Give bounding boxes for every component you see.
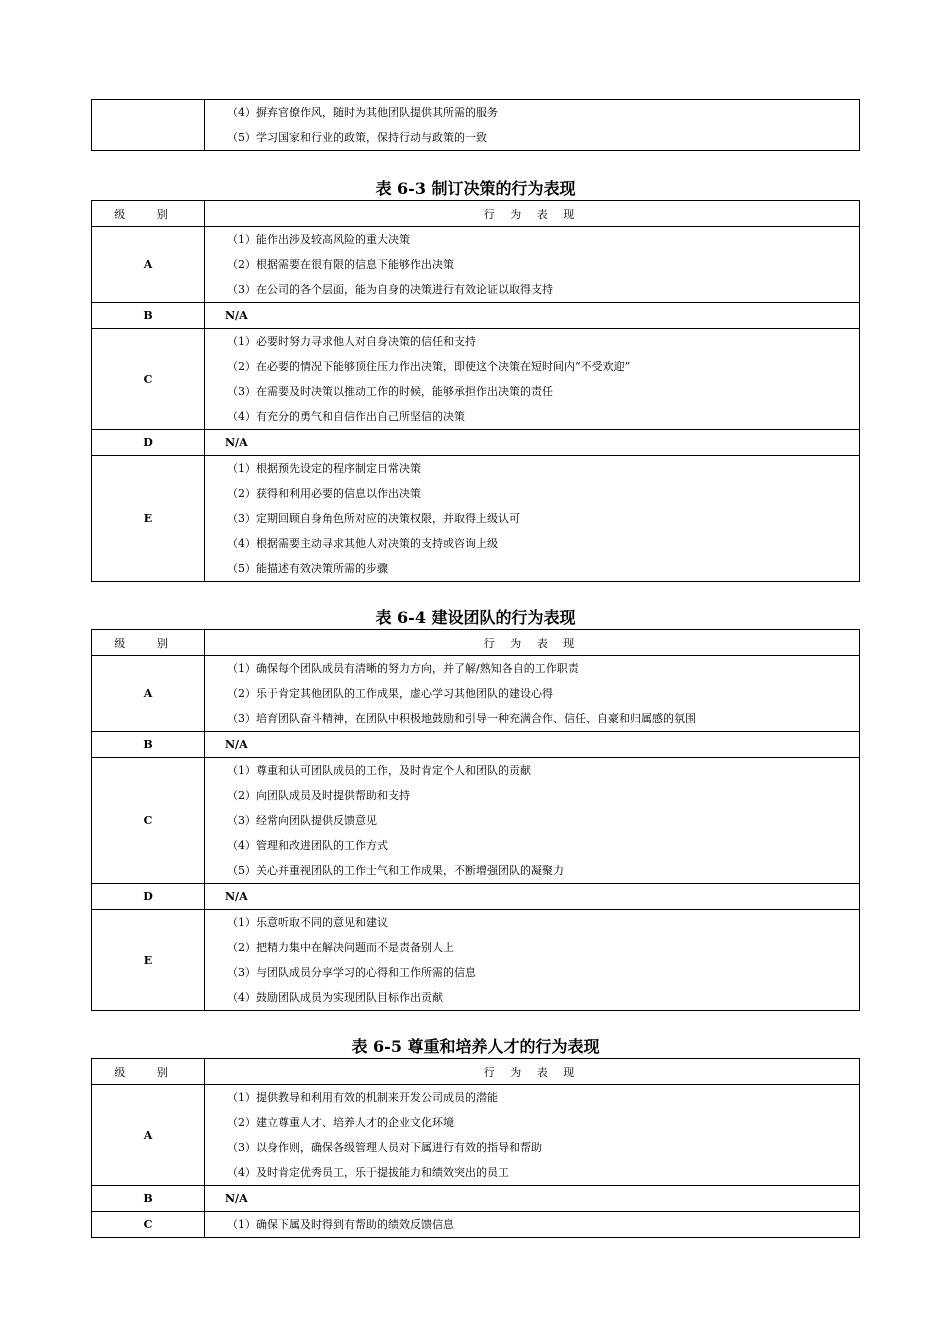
- behavior-item: （1）提供教导和利用有效的机制来开发公司成员的潜能: [227, 1091, 498, 1104]
- table-row: [92, 303, 860, 329]
- na-text: N/A: [225, 436, 248, 449]
- header-level: 级 别: [92, 201, 205, 227]
- table-row: [92, 884, 860, 910]
- level-cell: C: [92, 1212, 205, 1238]
- na-text: N/A: [225, 738, 248, 751]
- behavior-cell: [205, 1212, 860, 1238]
- behavior-item: （3）培育团队奋斗精神，在团队中积极地鼓励和引导一种充满合作、信任、自豪和归属感的氛围: [227, 712, 696, 725]
- header-level: 级 别: [92, 630, 205, 656]
- behavior-item: （4）有充分的勇气和自信作出自己所坚信的决策: [227, 410, 465, 423]
- behavior-item: （2）乐于肯定其他团队的工作成果，虚心学习其他团队的建设心得: [227, 687, 553, 700]
- level-cell: C: [92, 329, 205, 430]
- behavior-item: （1）根据预先设定的程序制定日常决策: [227, 462, 421, 475]
- level-cell: A: [92, 656, 205, 732]
- behavior-cell: [205, 329, 860, 430]
- behavior-item: （4）及时肯定优秀员工，乐于提拔能力和绩效突出的员工: [227, 1166, 509, 1179]
- table-row: [92, 1186, 860, 1212]
- level-cell: C: [92, 758, 205, 884]
- table-row: [92, 227, 860, 303]
- behavior-item: （2）把精力集中在解决问题而不是责备别人上: [227, 941, 454, 954]
- behavior-cell: [205, 732, 860, 758]
- table-caption: 表 6-4 建设团队的行为表现: [375, 608, 576, 627]
- behavior-item: （3）以身作则，确保各级管理人员对下属进行有效的指导和帮助: [227, 1141, 542, 1154]
- behavior-item: （3）在公司的各个层面，能为自身的决策进行有效论证以取得支持: [227, 283, 553, 296]
- behavior-item: （5）学习国家和行业的政策，保持行动与政策的一致: [227, 131, 487, 144]
- level-cell: D: [92, 430, 205, 456]
- behavior-item: （2）建立尊重人才、培养人才的企业文化环境: [227, 1116, 454, 1129]
- table-row: [92, 758, 860, 884]
- table-row: [92, 456, 860, 582]
- behavior-item: （4）根据需要主动寻求其他人对决策的支持或咨询上级: [227, 537, 498, 550]
- na-text: N/A: [225, 309, 248, 322]
- table-row: [92, 430, 860, 456]
- level-cell: B: [92, 303, 205, 329]
- level-cell-empty: [92, 100, 205, 151]
- level-cell: E: [92, 456, 205, 582]
- behavior-cell: [205, 430, 860, 456]
- behavior-cell: [205, 758, 860, 884]
- level-cell: A: [92, 1085, 205, 1186]
- behavior-item: （2）根据需要在很有限的信息下能够作出决策: [227, 258, 454, 271]
- header-row: [92, 1059, 860, 1085]
- behavior-item: （1）确保每个团队成员有清晰的努力方向，并了解/熟知各自的工作职责: [227, 662, 579, 675]
- behavior-item: （3）与团队成员分享学习的心得和工作所需的信息: [227, 966, 476, 979]
- behavior-cell: [205, 884, 860, 910]
- header-behavior: 行 为 表 现: [205, 630, 860, 656]
- talent-development-table: [91, 1058, 860, 1238]
- table-row: [92, 910, 860, 1011]
- table-row: [92, 1212, 860, 1238]
- behavior-cell: [205, 100, 860, 151]
- behavior-item: （1）必要时努力寻求他人对自身决策的信任和支持: [227, 335, 476, 348]
- na-text: N/A: [225, 1192, 248, 1205]
- behavior-cell: [205, 227, 860, 303]
- table-row: [92, 100, 860, 151]
- behavior-cell: [205, 303, 860, 329]
- behavior-cell: [205, 656, 860, 732]
- behavior-item: （4）摒弃官僚作风，随时为其他团队提供其所需的服务: [227, 106, 498, 119]
- behavior-item: （5）能描述有效决策所需的步骤: [227, 562, 388, 575]
- header-behavior: 行 为 表 现: [205, 201, 860, 227]
- header-behavior: 行 为 表 现: [205, 1059, 860, 1085]
- behavior-item: （1）尊重和认可团队成员的工作，及时肯定个人和团队的贡献: [227, 764, 531, 777]
- table-caption: 表 6-3 制订决策的行为表现: [375, 179, 576, 198]
- behavior-item: （2）向团队成员及时提供帮助和支持: [227, 789, 410, 802]
- level-cell: A: [92, 227, 205, 303]
- behavior-cell: [205, 1085, 860, 1186]
- table-caption: 表 6-5 尊重和培养人才的行为表现: [351, 1037, 600, 1056]
- behavior-cell: [205, 910, 860, 1011]
- table-row: [92, 656, 860, 732]
- table-row: [92, 732, 860, 758]
- behavior-cell: [205, 1186, 860, 1212]
- behavior-item: （3）经常向团队提供反馈意见: [227, 814, 377, 827]
- behavior-item: （4）鼓励团队成员为实现团队目标作出贡献: [227, 991, 443, 1004]
- behavior-item: （1）乐意听取不同的意见和建议: [227, 916, 388, 929]
- level-cell: B: [92, 1186, 205, 1212]
- header-row: [92, 201, 860, 227]
- header-level: 级 别: [92, 1059, 205, 1085]
- na-text: N/A: [225, 890, 248, 903]
- table-row: [92, 329, 860, 430]
- level-cell: D: [92, 884, 205, 910]
- behavior-item: （3）定期回顾自身角色所对应的决策权限，并取得上级认可: [227, 512, 520, 525]
- continuation-table: [91, 99, 860, 151]
- header-row: [92, 630, 860, 656]
- level-cell: B: [92, 732, 205, 758]
- table-row: [92, 1085, 860, 1186]
- behavior-cell: [205, 456, 860, 582]
- team-building-table: [91, 629, 860, 1011]
- behavior-item: （2）获得和利用必要的信息以作出决策: [227, 487, 421, 500]
- decision-making-table: [91, 200, 860, 582]
- behavior-item: （4）管理和改进团队的工作方式: [227, 839, 388, 852]
- behavior-item: （3）在需要及时决策以推动工作的时候，能够承担作出决策的责任: [227, 385, 553, 398]
- level-cell: E: [92, 910, 205, 1011]
- behavior-item: （1）能作出涉及较高风险的重大决策: [227, 233, 410, 246]
- behavior-item: （1）确保下属及时得到有帮助的绩效反馈信息: [227, 1218, 454, 1231]
- behavior-item: （2）在必要的情况下能够顶住压力作出决策，即使这个决策在短时间内“不受欢迎”: [227, 360, 631, 373]
- behavior-item: （5）关心并重视团队的工作士气和工作成果，不断增强团队的凝聚力: [227, 864, 564, 877]
